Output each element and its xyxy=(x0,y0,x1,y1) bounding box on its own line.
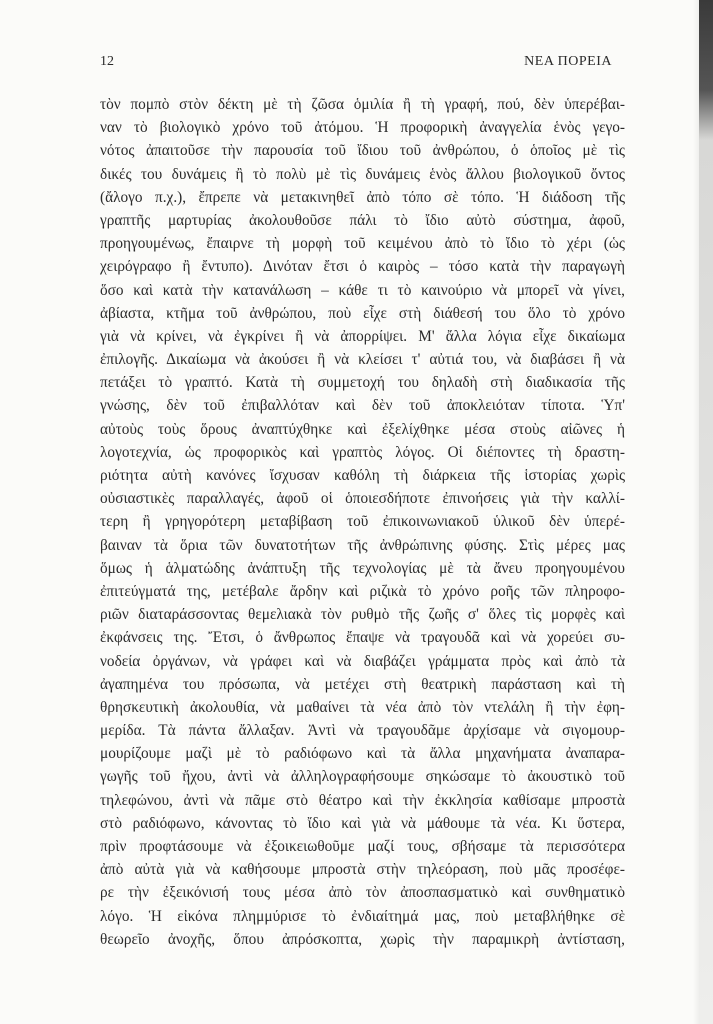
text-line: γνώσης, δὲν τοῦ ἐπιβαλλόταν καὶ δὲν τοῦ ἀποκλειόταν τίποτα. Ὑπ' xyxy=(100,397,625,415)
text-line: χειρόγραφο ἢ ἔντυπο). Δινόταν ἔτσι ὁ καιρὸς – τόσο κατὰ τὴν παραγωγὴ xyxy=(100,258,625,276)
page-number: 12 xyxy=(100,54,114,69)
text-line: ὅσο καὶ κατὰ τὴν κατανάλωση – κάθε τι τὸ καινούριο νὰ μπορεῖ νὰ γίνει, xyxy=(100,281,625,299)
text-line: προηγουμένως, ἔπαιρνε τὴ μορφὴ τοῦ κειμένου ἀπὸ τὸ ἴδιο τὸ χέρι (ὡς xyxy=(100,235,625,253)
text-line: ἀβίαστα, κτῆμα τοῦ ἀνθρώπου, ποὺ εἶχε στὴ διάθεσή του ὅλο τὸ χρόνο xyxy=(100,304,625,322)
text-line: λόγο. Ἡ εἰκόνα πλημμύρισε τὸ ἐνδιαίτημά μας, ποὺ μεταβλήθηκε σὲ xyxy=(100,907,625,925)
binding-shadow xyxy=(699,0,713,1024)
text-line: ἐπιλογῆς. Δικαίωμα νὰ ἀκούσει ἢ νὰ κλείσει τ' αὐτιά του, νὰ διαβάσει ἢ νὰ xyxy=(100,351,625,369)
text-line: θρησκευτικὴ ἀκολουθία, νὰ μαθαίνει τὰ νέα ἀπὸ τὸν ντελάλη ἢ τὴν ἐφη- xyxy=(100,698,625,716)
text-line: γωγῆς τοῦ ἤχου, ἀντὶ νὰ ἀλληλογραφήσουμε σηκώσαμε τὸ ἀκουστικὸ τοῦ xyxy=(100,768,625,786)
binding-gradient xyxy=(693,0,699,1024)
text-line: ρε τὴν ἐξεικόνισή τους μέσα ἀπὸ τὸν ἀποσπασματικὸ καὶ συνθηματικὸ xyxy=(100,884,625,902)
text-line: νοδεία ὀργάνων, νὰ γράφει καὶ νὰ διαβάζει γράμματα πρὸς καὶ ἀπὸ τὰ xyxy=(100,652,625,670)
text-line: ὅμως ἡ ἁλματώδης ἀνάπτυξη τῆς τεχνολογίας μὲ τὰ ἄνευ προηγουμένου xyxy=(100,559,625,577)
text-line: νότος ἀπαιτοῦσε τὴν παρουσία τοῦ ἴδιου τοῦ ἀνθρώπου, ὁ ὁποῖος μὲ τὶς xyxy=(100,142,625,160)
text-line: γιὰ νὰ κρίνει, νὰ ἐγκρίνει ἢ νὰ ἀπορρίψει. Μ' ἄλλα λόγια εἶχε δικαίωμα xyxy=(100,327,625,345)
text-line: στὸ ραδιόφωνο, κάνοντας τὸ ἴδιο καὶ γιὰ νὰ μάθουμε τὰ νέα. Κι ὕστερα, xyxy=(100,814,625,832)
text-line: βαιναν τὰ ὅρια τῶν δυνατοτήτων τῆς ἀνθρώπινης φύσης. Στὶς μέρες μας xyxy=(100,536,625,554)
text-line: (ἄλογο π.χ.), ἔπρεπε νὰ μετακινηθεῖ ἀπὸ τόπο σὲ τόπο. Ἡ διάδοση τῆς xyxy=(100,188,625,206)
text-line: ἀπὸ αὐτὰ γιὰ νὰ καθήσουμε μπροστὰ στὴν τηλεόραση, ποὺ μᾶς προσέφε- xyxy=(100,861,625,879)
text-line: πετάξει τὸ γραπτό. Κατὰ τὴ συμμετοχή του δηλαδὴ στὴ διαδικασία τῆς xyxy=(100,374,625,392)
text-line: ἐπιτεύγματά της, μετέβαλε ἄρδην καὶ ριζικὰ τὸ χρόνο ροῆς τῶν πληροφο- xyxy=(100,582,625,600)
text-line: μερίδα. Τὰ πάντα ἄλλαξαν. Ἀντὶ νὰ τραγουδᾶμε ἀρχίσαμε νὰ σιγομουρ- xyxy=(100,722,625,740)
text-line: ριῶν διαταράσσοντας θεμελιακὰ τὸν ρυθμὸ τῆς ζωῆς σ' ὅλες τὶς μορφὲς καὶ xyxy=(100,606,625,624)
text-line: γραπτῆς μαρτυρίας ἀκολουθοῦσε πάλι τὸ ἴδιο αὐτὸ σύστημα, ἀφοῦ, xyxy=(100,211,625,229)
text-line: ἀγαπημένα του πρόσωπα, νὰ μετέχει στὴ θεατρικὴ παράσταση καὶ τὴ xyxy=(100,675,625,693)
text-line: πρὶν προφτάσουμε νὰ ἐξοικειωθοῦμε μαζί τους, σβήσαμε τὰ περισσότερα xyxy=(100,838,625,855)
text-line: τερη ἢ γρηγορότερη μεταβίβαση τοῦ ἐπικοινωνιακοῦ ὑλικοῦ δὲν ὑπερέ- xyxy=(100,513,625,531)
text-line: ἐκφάνσεις της. Ἔτσι, ὁ ἄνθρωπος ἔπαψε νὰ τραγουδᾶ καὶ νὰ χορεύει συ- xyxy=(100,629,625,647)
text-line: τὸν πομπὸ στὸν δέκτη μὲ τὴ ζῶσα ὁμιλία ἢ τὴ γραφή, πού, δὲν ὑπερέβαι- xyxy=(100,96,625,113)
text-line: ριότητα αὐτὴ κανόνες ἴσχυσαν καθόλη τὴ διάρκεια τῆς ἱστορίας χωρὶς xyxy=(100,467,625,484)
text-line: ναν τὸ βιολογικὸ χρόνο τοῦ ἀτόμου. Ἡ προφορικὴ ἀναγγελία ἑνὸς γεγο- xyxy=(100,119,625,137)
body-text xyxy=(100,93,625,951)
text-line: τηλεφώνου, ἀντὶ νὰ πᾶμε στὸ θέατρο καὶ τὴν ἐκκλησία καθίσαμε μπροστὰ xyxy=(100,791,625,809)
text-line: λογοτεχνία, ὡς προφορικὸς καὶ γραπτὸς λόγος. Οἱ διέποντες τὴ δραστη- xyxy=(100,443,625,461)
text-line: δικές του δυνάμεις ἢ τὸ πολὺ μὲ τὶς δυνάμεις ἑνὸς ἄλλου βιολογικοῦ ὄντος xyxy=(100,165,625,183)
text-line: οὐσιαστικὲς παραλλαγές, ἀφοῦ οἱ ὁποιεσδήποτε ἐπινοήσεις γιὰ τὴν καλλί- xyxy=(100,490,625,508)
text-line: μουρίζουμε μαζὶ μὲ τὸ ραδιόφωνο καὶ τὰ ἄλλα μηχανήματα ἀναπαρα- xyxy=(100,745,625,763)
text-line: θεωρεῖο ἀνοχῆς, ὅπου ἀπρόσκοπτα, χωρὶς τὴν παραμικρὴ ἀντίσταση, xyxy=(100,930,625,948)
text-line: αὐτοὺς τοὺς ὅρους ἀναπτύχθηκε καὶ ἐξελίχθηκε μέσα στοὺς αἰῶνες ἡ xyxy=(100,420,625,438)
running-title: ΝΕΑ ΠΟΡΕΙΑ xyxy=(524,54,612,69)
